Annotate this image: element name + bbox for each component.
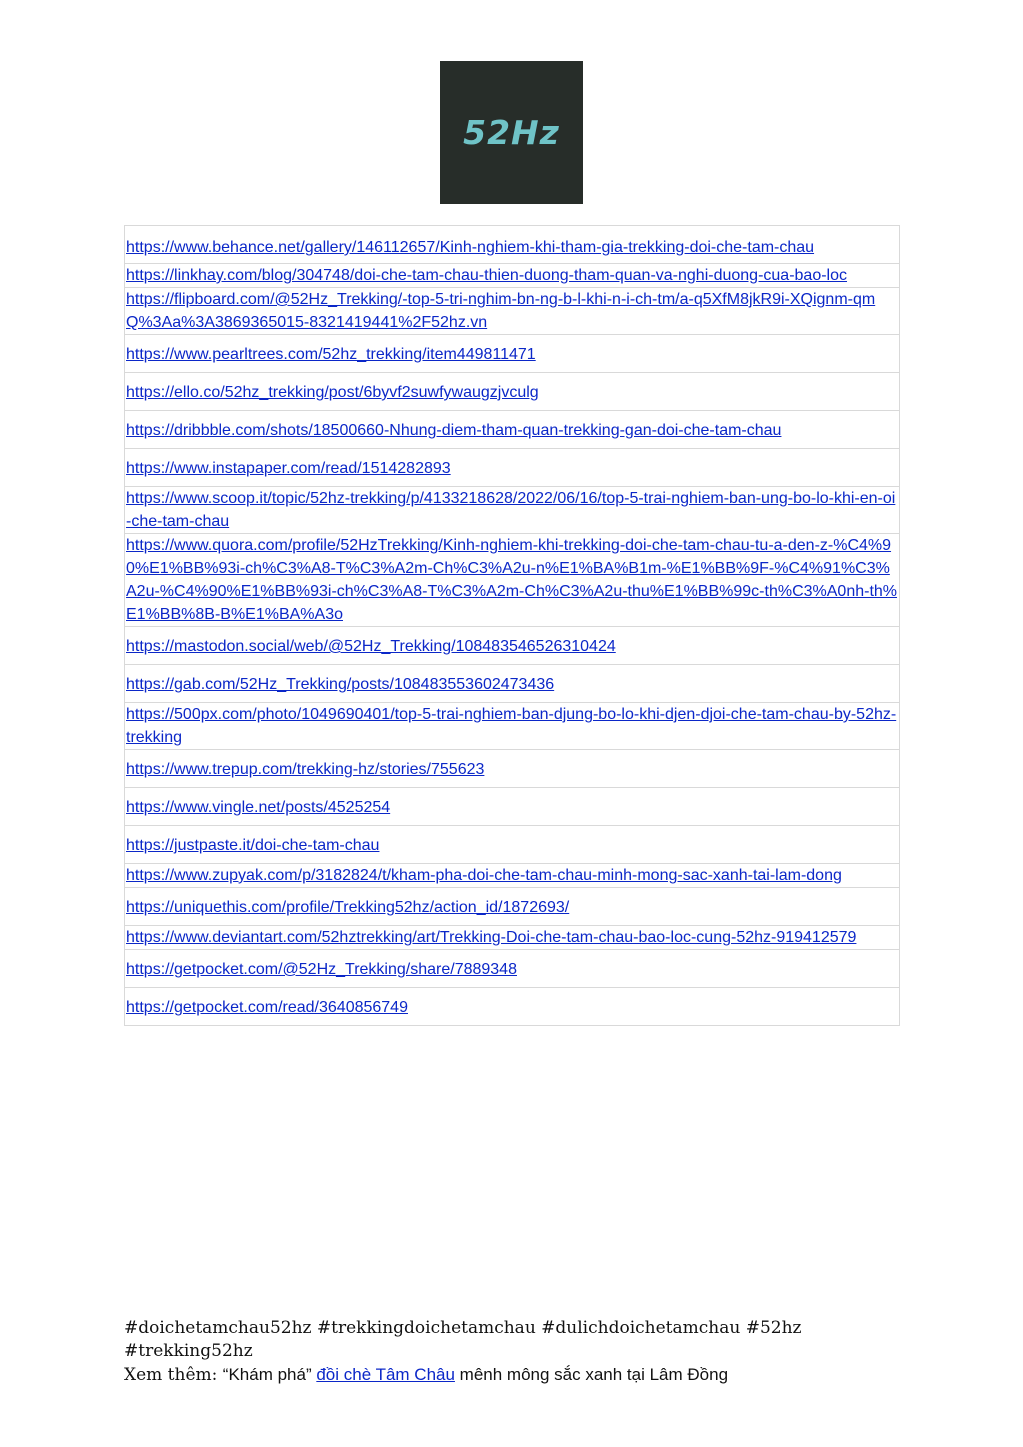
link-cell (125, 411, 900, 449)
link-cell (125, 950, 900, 988)
link-cell (125, 487, 900, 534)
footer (124, 1317, 824, 1387)
link-cell (125, 288, 900, 335)
links-table-body (125, 226, 900, 1026)
hashtags-line-1: #doichetamchau52hz #trekkingdoichetamchau #dulichdoichetamchau #52hz (124, 1318, 802, 1338)
link-row (125, 703, 900, 750)
hashtags-line-2: #trekking52hz (124, 1341, 253, 1361)
link-url[interactable]: https://www.scoop.it/topic/52hz-trekking/p/4133218628/2022/06/16/top-5-trai-nghiem-ban-ung-bo-lo-khi-en-oi-che-tam-chau (126, 490, 896, 530)
link-url[interactable]: https://500px.com/photo/1049690401/top-5-trai-nghiem-ban-djung-bo-lo-khi-djen-djoi-che-tam-chau-by-52hz-trekking (126, 706, 897, 746)
link-row (125, 864, 900, 888)
link-url[interactable]: https://gab.com/52Hz_Trekking/posts/108483553602473436 (126, 676, 555, 693)
link-row (125, 788, 900, 826)
link-row (125, 373, 900, 411)
see-more-link[interactable]: đồi chè Tâm Châu (316, 1365, 455, 1384)
link-url[interactable]: https://www.deviantart.com/52hztrekking/art/Trekking-Doi-che-tam-chau-bao-loc-cung-52hz-919412579 (126, 929, 857, 946)
link-row (125, 926, 900, 950)
link-cell (125, 449, 900, 487)
link-url[interactable]: https://www.quora.com/profile/52HzTrekking/Kinh-nghiem-khi-trekking-doi-che-tam-chau-tu-a-den-z-%C4%90%E1%BB%93i-ch%C3%A8-T%C3%A2m-Ch%C3%A2u-n%E1%BA%B1m-%E1%BB%9F-%C4%91%C3%A2u-%C4%90%E1%BB%93i-ch%C3%A8-T%C3%A2m-Ch%C3%A2u-thu%E1%BB%99c-th%C3%A0nh-th%E1%BB%8B-B%E1%BA%A3o (126, 537, 898, 623)
link-row (125, 226, 900, 264)
link-cell (125, 864, 900, 888)
link-row (125, 826, 900, 864)
link-url[interactable]: https://linkhay.com/blog/304748/doi-che-tam-chau-thien-duong-tham-quan-va-nghi-duong-cua-bao-loc (126, 267, 848, 284)
link-cell (125, 750, 900, 788)
link-cell (125, 373, 900, 411)
link-cell (125, 788, 900, 826)
link-cell (125, 226, 900, 264)
see-more-prefix: Xem thêm: (124, 1365, 223, 1385)
link-url[interactable]: https://flipboard.com/@52Hz_Trekking/-top-5-tri-nghim-bn-ng-b-l-khi-n-i-ch-tm/a-q5XfM8jkR9i-XQignm-qmQ%3Aa%3A3869365015-8321419441%2F52hz.vn (126, 291, 876, 331)
link-row (125, 487, 900, 534)
link-cell (125, 335, 900, 373)
link-row (125, 888, 900, 926)
link-row (125, 988, 900, 1026)
link-row (125, 950, 900, 988)
see-more-line (124, 1363, 824, 1387)
link-cell (125, 534, 900, 627)
link-url[interactable]: https://dribbble.com/shots/18500660-Nhung-diem-tham-quan-trekking-gan-doi-che-tam-chau (126, 422, 782, 439)
link-url[interactable]: https://www.zupyak.com/p/3182824/t/kham-pha-doi-che-tam-chau-minh-mong-sac-xanh-tai-lam-dong (126, 867, 842, 884)
link-url[interactable]: https://uniquethis.com/profile/Trekking52hz/action_id/1872693/ (126, 899, 570, 916)
link-url[interactable]: https://www.behance.net/gallery/146112657/Kinh-nghiem-khi-tham-gia-trekking-doi-che-tam-chau (126, 239, 815, 256)
link-cell (125, 888, 900, 926)
link-url[interactable]: https://www.trepup.com/trekking-hz/stories/755623 (126, 761, 485, 778)
link-url[interactable]: https://www.pearltrees.com/52hz_trekking/item449811471 (126, 346, 536, 363)
link-url[interactable]: https://getpocket.com/read/3640856749 (126, 999, 408, 1016)
link-cell (125, 665, 900, 703)
link-cell (125, 826, 900, 864)
link-url[interactable]: https://ello.co/52hz_trekking/post/6byvf2suwfywaugzjvculg (126, 384, 539, 401)
link-row (125, 750, 900, 788)
links-table (124, 225, 900, 1026)
link-row (125, 288, 900, 335)
link-cell (125, 703, 900, 750)
link-cell (125, 264, 900, 288)
link-url[interactable]: https://mastodon.social/web/@52Hz_Trekking/108483546526310424 (126, 638, 616, 655)
link-row (125, 627, 900, 665)
brand-logo (440, 61, 583, 204)
link-cell (125, 627, 900, 665)
link-cell (125, 988, 900, 1026)
link-url[interactable]: https://getpocket.com/@52Hz_Trekking/share/7889348 (126, 961, 517, 978)
link-row (125, 665, 900, 703)
link-row (125, 335, 900, 373)
link-row (125, 264, 900, 288)
link-row (125, 411, 900, 449)
link-url[interactable]: https://www.vingle.net/posts/4525254 (126, 799, 391, 816)
link-cell (125, 926, 900, 950)
link-url[interactable]: https://justpaste.it/doi-che-tam-chau (126, 837, 380, 854)
link-row (125, 449, 900, 487)
see-more-quote: “Khám phá” (222, 1365, 317, 1384)
see-more-suffix: mênh mông sắc xanh tại Lâm Đồng (454, 1365, 729, 1384)
logo-text: 52Hz (463, 113, 560, 152)
link-url[interactable]: https://www.instapaper.com/read/1514282893 (126, 460, 451, 477)
link-row (125, 534, 900, 627)
